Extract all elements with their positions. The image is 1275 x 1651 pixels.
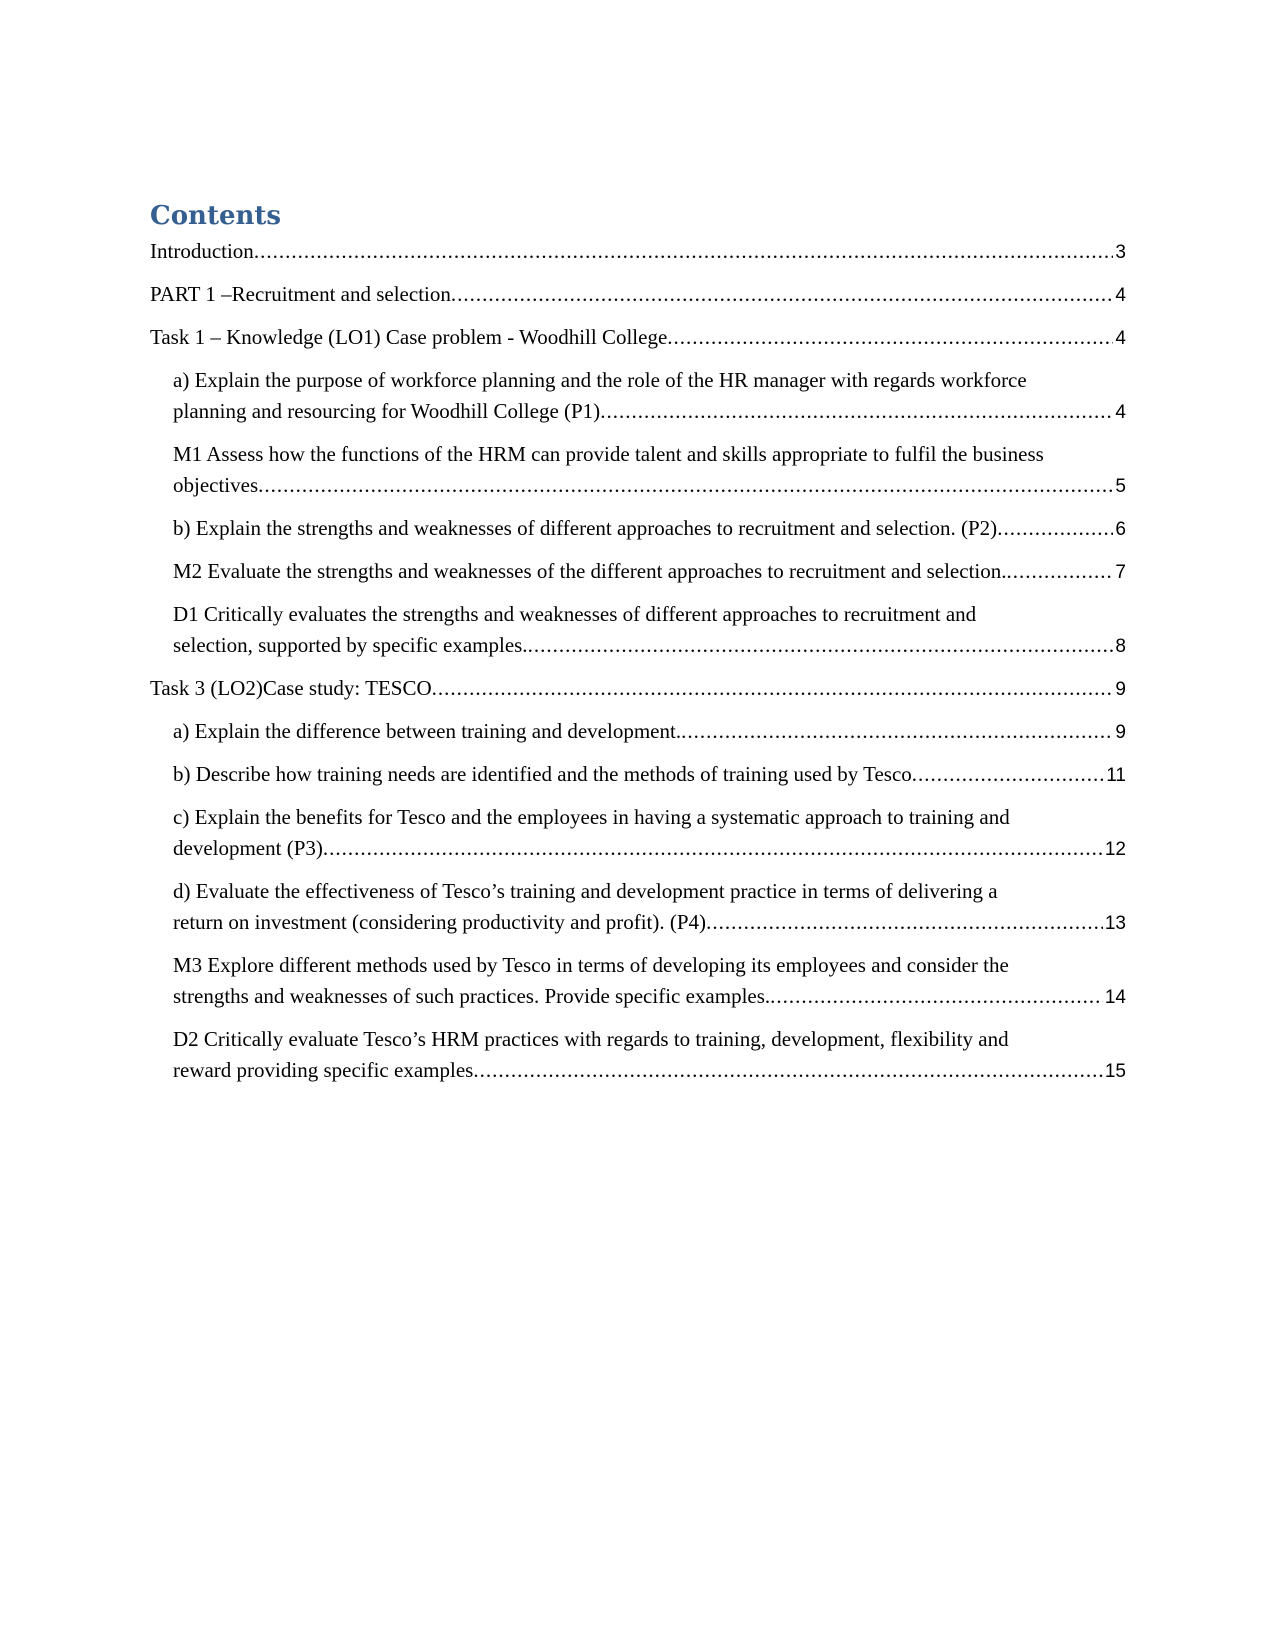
dot-leader — [600, 396, 1113, 427]
dot-leader — [254, 236, 1114, 267]
dot-leader — [667, 322, 1113, 353]
toc-entry[interactable] — [150, 1024, 1126, 1087]
toc-entry[interactable] — [150, 556, 1126, 588]
toc-entry[interactable] — [150, 279, 1126, 311]
toc-page-number: 14 — [1104, 987, 1126, 1008]
toc-entry-text: a) Explain the difference between training and development. — [173, 719, 682, 743]
toc-page-number: 6 — [1115, 519, 1126, 540]
toc-entry-text: c) Explain the benefits for Tesco and the employees in having a systematic approach to training and — [173, 805, 1010, 829]
dot-leader — [473, 1055, 1103, 1086]
toc-heading: Contents — [150, 201, 282, 231]
dot-leader — [997, 513, 1113, 544]
toc-entry-text: reward providing specific examples — [173, 1058, 474, 1082]
toc-entry-text: planning and resourcing for Woodhill College (P1) — [173, 399, 601, 423]
toc-entry-text: return on investment (considering productivity and profit). (P4) — [173, 910, 707, 934]
toc-page-number: 5 — [1115, 476, 1126, 497]
toc-page-number: 7 — [1115, 562, 1126, 583]
toc-entry-text: strengths and weaknesses of such practices. Provide specific examples. — [173, 984, 771, 1008]
toc-page-number: 15 — [1104, 1061, 1126, 1082]
toc-entry-text: development (P3) — [173, 836, 323, 860]
toc-entry[interactable] — [150, 236, 1126, 268]
toc-entry-line — [173, 470, 1126, 502]
toc-entry-text: b) Explain the strengths and weaknesses of different approaches to recruitment and selection. (P2) — [173, 516, 998, 540]
toc-entry[interactable] — [150, 716, 1126, 748]
toc-entry-line — [173, 833, 1126, 865]
toc-entry-line — [173, 513, 1126, 545]
dot-leader — [451, 279, 1114, 310]
toc-entry[interactable] — [150, 802, 1126, 865]
dot-leader — [323, 833, 1103, 864]
dot-leader — [770, 981, 1103, 1012]
toc-entry-text: d) Evaluate the effectiveness of Tesco’s training and development practice in terms of delivering a — [173, 879, 998, 903]
toc-page-number: 12 — [1104, 839, 1126, 860]
toc-page-number: 4 — [1115, 285, 1126, 306]
toc-entry[interactable] — [150, 513, 1126, 545]
toc-entry-line — [173, 1055, 1126, 1087]
toc-entry-text: selection, supported by specific examples. — [173, 633, 528, 657]
toc-entry-line — [150, 673, 1126, 705]
toc-entry[interactable] — [150, 599, 1126, 662]
toc-entry-text: D1 Critically evaluates the strengths and weaknesses of different approaches to recruitment and — [173, 602, 977, 626]
toc-page-number: 11 — [1106, 765, 1126, 786]
toc-entry-line — [173, 396, 1126, 428]
toc-page-number: 8 — [1115, 636, 1126, 657]
toc-entry[interactable] — [150, 876, 1126, 939]
toc-entry-text: PART 1 –Recruitment and selection — [150, 282, 451, 306]
toc-page-number: 13 — [1104, 913, 1126, 934]
toc-entry-line — [173, 716, 1126, 748]
table-of-contents — [150, 196, 1126, 1098]
toc-entry-text: Task 3 (LO2)Case study: TESCO — [150, 676, 432, 700]
toc-entry[interactable] — [150, 439, 1126, 502]
toc-entry-text: M3 Explore different methods used by Tesco in terms of developing its employees and consider the — [173, 953, 1009, 977]
toc-entry-text: b) Describe how training needs are identified and the methods of training used by Tesco — [173, 762, 912, 786]
toc-entry[interactable] — [150, 950, 1126, 1013]
toc-entry-line — [150, 236, 1126, 268]
toc-page-number: 4 — [1115, 402, 1126, 423]
toc-entry-text: Introduction — [150, 239, 254, 263]
toc-entry-text: D2 Critically evaluate Tesco’s HRM practices with regards to training, development, flexibility and — [173, 1027, 1009, 1051]
toc-entry-line — [173, 556, 1126, 588]
toc-entry-line — [150, 279, 1126, 311]
dot-leader — [706, 907, 1103, 938]
toc-entry-line — [173, 630, 1126, 662]
toc-entry[interactable] — [150, 759, 1126, 791]
toc-entries — [150, 236, 1126, 1087]
toc-page-number: 3 — [1115, 242, 1126, 263]
toc-entry-text: objectives — [173, 473, 259, 497]
toc-entry[interactable] — [150, 322, 1126, 354]
toc-page-number: 9 — [1115, 722, 1126, 743]
dot-leader — [1007, 556, 1114, 587]
toc-entry-line — [173, 907, 1126, 939]
dot-leader — [681, 716, 1113, 747]
toc-page-number: 9 — [1115, 679, 1126, 700]
toc-entry-line — [173, 981, 1126, 1013]
toc-entry-text: Task 1 – Knowledge (LO1) Case problem - Woodhill College — [150, 325, 668, 349]
dot-leader — [258, 470, 1113, 501]
toc-entry-text: a) Explain the purpose of workforce planning and the role of the HR manager with regards workforce — [173, 368, 1027, 392]
dot-leader — [912, 759, 1105, 790]
toc-entry-line — [173, 759, 1126, 791]
dot-leader — [432, 673, 1114, 704]
toc-entry-line — [150, 322, 1126, 354]
toc-entry-text: M1 Assess how the functions of the HRM can provide talent and skills appropriate to fulfil the business — [173, 442, 1044, 466]
toc-page-number: 4 — [1115, 328, 1126, 349]
toc-entry[interactable] — [150, 673, 1126, 705]
toc-entry-text: M2 Evaluate the strengths and weaknesses of the different approaches to recruitment and selection. — [173, 559, 1007, 583]
dot-leader — [528, 630, 1114, 661]
toc-entry[interactable] — [150, 365, 1126, 428]
